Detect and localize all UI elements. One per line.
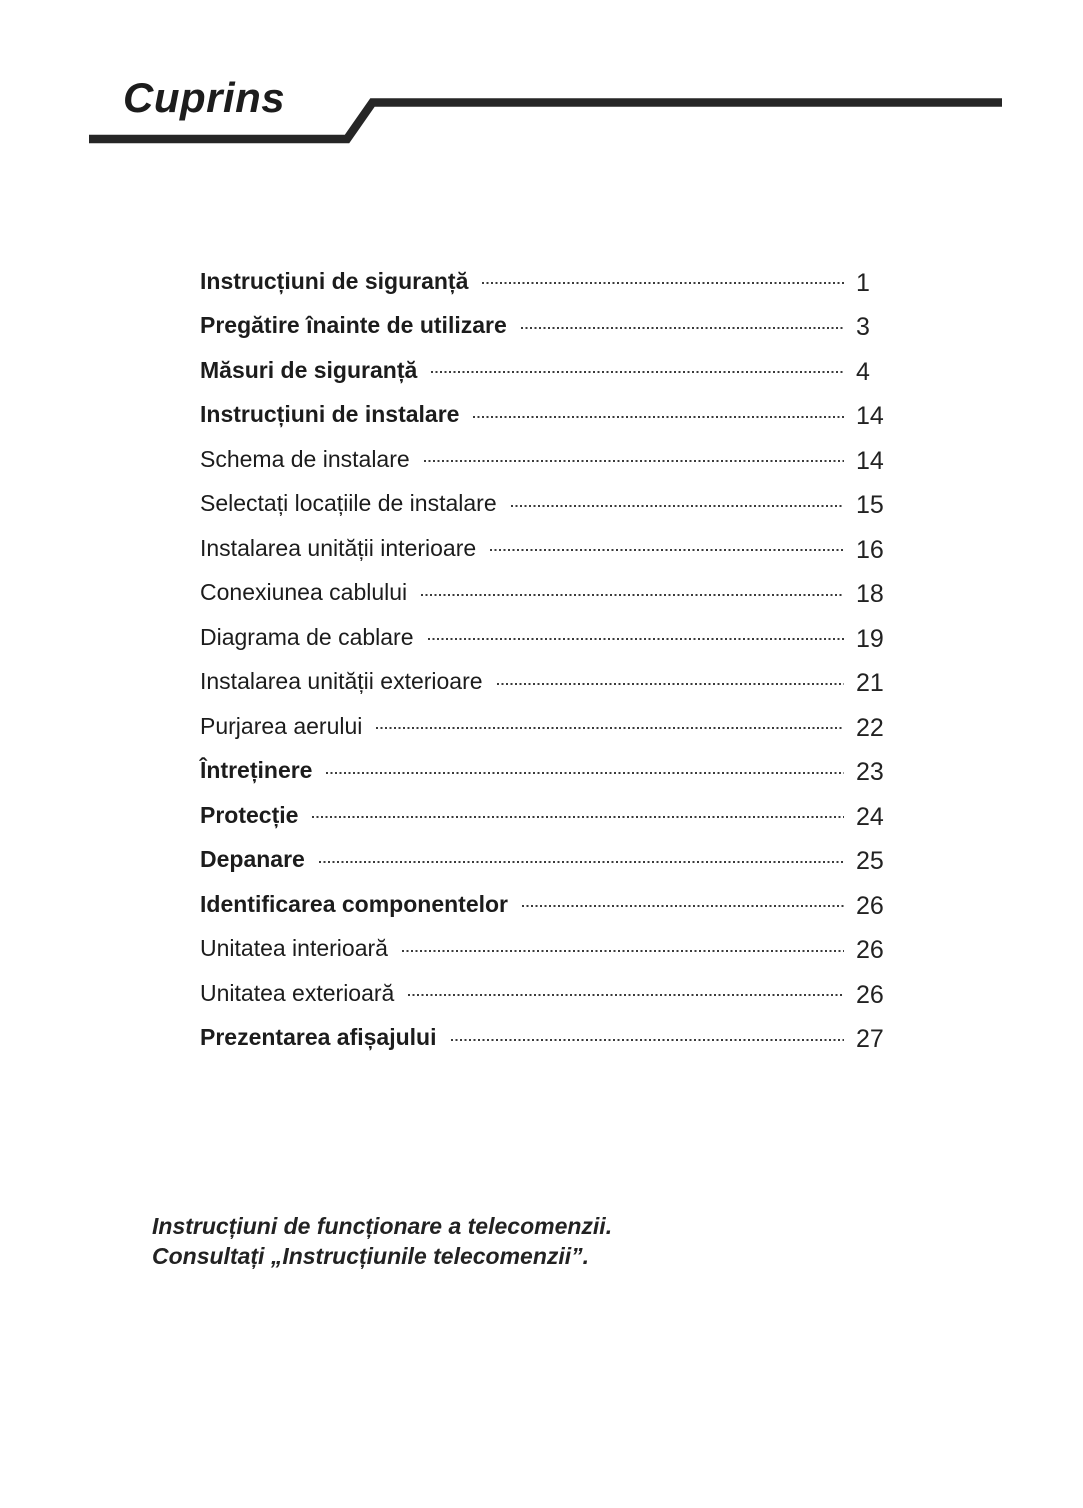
toc-row (200, 259, 890, 304)
toc-row (200, 348, 890, 393)
toc-list (200, 259, 890, 1060)
toc-row (200, 482, 890, 527)
toc-row (200, 793, 890, 838)
toc-leader-dots (497, 683, 844, 685)
header-rule (0, 0, 1083, 170)
toc-leader-dots (319, 861, 844, 863)
toc-entry-page: 14 (856, 446, 884, 475)
toc-entry-label: Schema de instalare (200, 445, 410, 472)
toc-entry-label: Instrucțiuni de siguranță (200, 267, 469, 294)
toc-entry-label: Instalarea unității exterioare (200, 668, 483, 695)
toc-entry-page: 25 (856, 847, 884, 876)
toc-row (200, 393, 890, 438)
toc-entry-page: 21 (856, 669, 884, 698)
toc-entry-page: 23 (856, 758, 884, 787)
toc-entry-page: 22 (856, 713, 884, 742)
toc-entry-page: 26 (856, 891, 884, 920)
toc-row (200, 882, 890, 927)
toc-row (200, 971, 890, 1016)
toc-row (200, 704, 890, 749)
toc-leader-dots (431, 371, 844, 373)
toc-entry-label: Instalarea unității interioare (200, 534, 477, 561)
toc-entry-page: 27 (856, 1025, 884, 1054)
toc-row (200, 437, 890, 482)
toc-entry-label: Unitatea interioară (200, 935, 388, 962)
toc-entry-page: 19 (856, 624, 884, 653)
toc-entry-label: Purjarea aerului (200, 712, 363, 739)
toc-leader-dots (402, 950, 844, 952)
toc-row (200, 749, 890, 794)
toc-entry-page: 26 (856, 936, 884, 965)
toc-entry-label: Diagrama de cablare (200, 623, 414, 650)
toc-entry-label: Întreținere (200, 757, 313, 784)
toc-leader-dots (473, 416, 844, 418)
toc-entry-page: 16 (856, 535, 884, 564)
toc-entry-label: Selectați locațiile de instalare (200, 490, 497, 517)
toc-entry-label: Prezentarea afișajului (200, 1024, 437, 1051)
toc-entry-page: 24 (856, 802, 884, 831)
toc-entry-label: Instrucțiuni de instalare (200, 401, 460, 428)
toc-leader-dots (522, 905, 844, 907)
toc-leader-dots (428, 638, 844, 640)
toc-leader-dots (511, 505, 844, 507)
toc-entry-label: Depanare (200, 846, 305, 873)
toc-entry-label: Protecție (200, 801, 299, 828)
footer-note (152, 1211, 612, 1271)
toc-leader-dots (326, 772, 844, 774)
footer-note-line-1: Instrucțiuni de funcționare a telecomenzii. (152, 1213, 613, 1239)
toc-entry-page: 1 (856, 268, 870, 297)
page-title: Cuprins (123, 74, 286, 121)
toc-row (200, 526, 890, 571)
toc-entry-page: 14 (856, 402, 884, 431)
toc-entry-page: 15 (856, 491, 884, 520)
toc-entry-label: Conexiunea cablului (200, 579, 408, 606)
toc-entry-label: Identificarea componentelor (200, 890, 509, 917)
toc-entry-label: Măsuri de siguranță (200, 356, 418, 383)
toc-leader-dots (424, 460, 844, 462)
toc-entry-page: 3 (856, 313, 870, 342)
header (0, 0, 1083, 170)
footer-note-line-2: Consultați „Instrucțiunile telecomenzii”. (152, 1243, 590, 1269)
toc-entry-label: Unitatea exterioară (200, 979, 395, 1006)
toc-entry-page: 26 (856, 980, 884, 1009)
toc-row (200, 838, 890, 883)
toc-entry-page: 4 (856, 357, 870, 386)
toc-entry-page: 18 (856, 580, 884, 609)
toc-leader-dots (482, 282, 844, 284)
toc-leader-dots (521, 327, 844, 329)
toc-row (200, 1016, 890, 1061)
toc-row (200, 615, 890, 660)
toc-leader-dots (490, 549, 844, 551)
toc-leader-dots (451, 1039, 845, 1041)
toc-entry-label: Pregătire înainte de utilizare (200, 312, 507, 339)
toc-row (200, 927, 890, 972)
toc-row (200, 571, 890, 616)
toc-leader-dots (376, 727, 844, 729)
toc-leader-dots (312, 816, 844, 818)
toc-row (200, 304, 890, 349)
toc-leader-dots (408, 994, 844, 996)
toc-leader-dots (421, 594, 844, 596)
toc-row (200, 660, 890, 705)
